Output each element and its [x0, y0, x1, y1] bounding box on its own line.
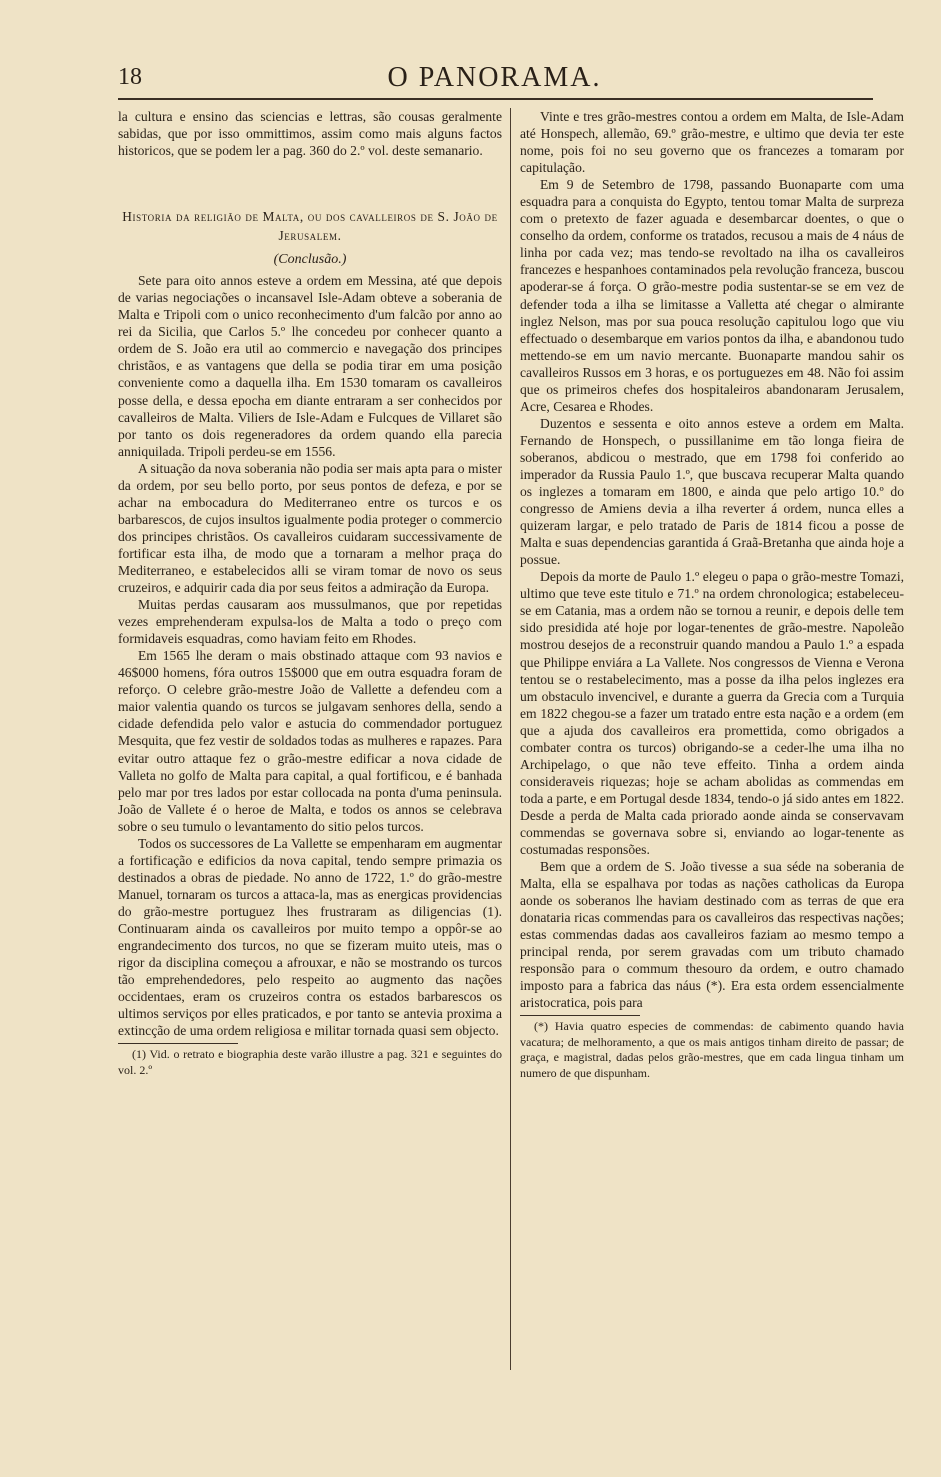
paragraph: Bem que a ordem de S. João tivesse a sua séde na soberania de Malta, ella se espalhava por todas as nações catholicas da Europa aonde os soberanos lhe haviam destinado com as terras de que era donataria ricas commendas para os cavalleiros das respectivas nações; estas commendas dadas aos cavalleiros faziam ao mesmo tempo a principal renda, por serem gravadas com um tributo chamado responsão para o commum thesouro da ordem, e outro chamado imposto para a fabrica das náus (*). Era esta ordem essencialmente aristocratica, pois para: [520, 859, 904, 1011]
footnote-text: (1) Vid. o retrato e biographia deste varão illustre a pag. 321 e seguintes do vol. 2.º: [118, 1047, 502, 1077]
right-column: [520, 108, 904, 1081]
paragraph: Todos os successores de La Vallette se empenharam em augmentar a fortificação e edificios da nova capital, tendo sempre primazia os destinados a obras de piedade. No anno de 1722, 1.º do grão-mestre Manuel, tornaram os turcos a attaca-la, mas as energicas providencias do grão-mestre portuguez lhes frustraram as diligencias (1). Continuaram ainda os cavalleiros por muito tempo a oppôr-se ao engrandecimento dos turcos, no que se fizeram muito uteis, mas o rigor da disciplina começou a afrouxar, e não se mostrando os turcos tão emprehendedores, pelo respeito ao augmento das nações occidentaes, eram os cruzeiros contra os estados barbarescos os ultimos serviços por elles praticados, e por tanto se antevia proxima a extincção de uma ordem religiosa e militar tornada quasi sem objecto.: [118, 835, 502, 1039]
intro-paragraph: la cultura e ensino das sciencias e lettras, são cousas geralmente sabidas, que por isso ommittimos, assim como mais alguns factos historicos, que se podem ler a pag. 360 do 2.º vol. deste semanario.: [118, 109, 502, 159]
paragraph: A situação da nova soberania não podia ser mais apta para o mister da ordem, por seu bello porto, por seus pontos de defeza, e por se achar na embocadura do Mediterraneo entre os turcos e os barbarescos, de cujos insultos igualmente podia proteger o commercio dos principes christãos. Os cavalleiros cuidaram successivamente de fortificar esta ilha, de modo que a tornaram a melhor praça do Mediterraneo, e estabelecidos alli se viram tomar de novo os seus cruzeiros, e adquirir cada dia por seus feitos a admiração da Europa.: [118, 460, 502, 596]
footnote: [520, 1019, 904, 1081]
footnote-rule: [520, 1015, 640, 1016]
paragraph: Muitas perdas causaram aos mussulmanos, que por repetidas vezes emprehenderam expulsa-los de Malta a todo o preço com formidaveis esquadras, como haviam feito em Rhodes.: [118, 597, 502, 647]
paragraph: Vinte e tres grão-mestres contou a ordem em Malta, de Isle-Adam até Honspech, allemão, 69.º grão-mestre, e ultimo que devia ter este nome, pois foi no seu governo que os francezes a tomaram por capitulação.: [520, 109, 904, 176]
footnote: [118, 1047, 502, 1078]
footnote-rule: [118, 1043, 238, 1044]
footnote-text: (*) Havia quatro especies de commendas: de cabimento quando havia vacatura; de melhoramento, a que os mais antigos tinham direito de passar; de graça, e magistral, dadas pelos grão-mestres, que em cada lingua tinham um numero de que dispunham.: [520, 1019, 904, 1080]
section-gap: [118, 159, 502, 207]
article-subtitle: (Conclusão.): [273, 252, 347, 268]
page-header: [118, 62, 871, 102]
column-divider: [510, 108, 511, 1370]
paragraph: Duzentos e sessenta e oito annos esteve a ordem em Malta. Fernando de Honspech, o pussillanime em tão longa fieira de soberanos, abdicou o mestrado, que em 1798 foi conferido ao imperador da Russia Paulo 1.º, que buscava recuperar Malta quando os inglezes a tomaram em 1800, e ainda que pelo artigo 10.º do congresso de Amiens devia a ilha reverter á ordem, nunca elles a quizeram largar, e pelo tratado de Paris de 1814 ficou a posse de Malta e suas dependencias garantida á Graã-Bretanha que ainda hoje a possue.: [520, 415, 904, 568]
header-rule: [118, 98, 873, 100]
left-column: [118, 108, 502, 1078]
paragraph: Em 1565 lhe deram o mais obstinado attaque com 93 navios e 46$000 homens, fóra outros 15$000 que em outra esquadra foram de reforço. O celebre grão-mestre João de Vallette a defendeu com a maior valentia quando os turcos se julgavam senhores della, sendo a cidade defendida pelo valor e astucia do commendador portuguez Mesquita, que fez vestir de soldados todas as mulheres e rapazes. Para evitar outro attaque fez o grão-mestre edificar a nova cidade de Valleta no golfo de Malta para capital, a qual fortificou, e é banhada pelo mar por tres lados por estar collocada na ponta d'uma peninsula. João de Vallete é o heroe de Malta, e todos os annos se celebrava sobre o seu tumulo o levantamento do sitio pelos turcos.: [118, 648, 502, 834]
paragraph: Depois da morte de Paulo 1.º elegeu o papa o grão-mestre Tomazi, ultimo que teve este titulo e 71.º na ordem chronologica; estabeleceu-se em Catania, mas a ordem não se tornou a reunir, e depois delle tem sido presidida até hoje por logar-tenentes de grão-mestre. Napoleão mostrou desejos de a reconstruir quando mandou a Paulo 1.º a espada que Philippe enviára a La Vallete. Nos congressos de Vienna e Verona tentou se o restabelecimento, mas a posse da ilha pelos inglezes era um obstaculo invencivel, e durante a guerra da Grecia com a Turquia em 1822 chegou-se a fazer um tratado entre esta nação e a ordem (em que a ajuda dos cavalleiros era promettida, como obrigados a combater contra os turcos) obrigando-se a ceder-lhe uma ilha no Archipelago, o que não teve effeito. Tinha a ordem ainda consideraveis riquezas; hoje se acham abolidas as commendas em toda a parte, e em Portugal desde 1834, tendo-o já sido antes em 1822. Desde a perda de Malta cada priorado aonde ainda se conservavam commendas se governava sobre si, enviando ao logar-tenente as costumadas responsões.: [520, 569, 904, 858]
page-number: 18: [118, 64, 142, 90]
paragraph: Sete para oito annos esteve a ordem em Messina, até que depois de varias negociações o incansavel Isle-Adam obteve a soberania de Malta e Tripoli com o unico reconhecimento d'um falcão por anno ao rei da Sicilia, que Carlos 5.º lhe concedeu por conhecer quanto a ordem de S. João era util ao commercio e navegação dos principes christãos, e as vantagens que della se podia tirar em uma posição conveniente como a daquella ilha. Em 1530 tomaram os cavalleiros posse della, e dessa epocha em diante entraram a ser conhecidos por cavalleiros de Malta. Viliers de Isle-Adam e Fulcques de Villaret são por tanto os dois regeneradores da ordem quando ella parecia anniquilada. Tripoli perdeu-se em 1556.: [118, 273, 502, 459]
running-title: O PANORAMA.: [387, 62, 602, 93]
article-title: Historia da religião de Malta, ou dos cavalleiros de S. João de Jerusalem.: [122, 209, 498, 244]
paragraph: Em 9 de Setembro de 1798, passando Buonaparte com uma esquadra para a conquista do Egypto, tentou tomar Malta de surpreza com o pretexto de fazer aguada e desembarcar doentes, o que o conselho da ordem, conforme os tratados, recusou a mais de 4 náus de linha por cada vez; mas tendo-se revoltado na ilha os cavalleiros francezes e hespanhoes contaminados pela revolução franceza, buscou apoderar-se á força. O grão-mestre podia sustentar-se se em vez de defender toda a ilha se limitasse a Valletta até chegar o almirante inglez Nelson, mas por sua pouca resolução capitulou logo que viu effectuado o desembarque em varios pontos da ilha, e abandonou tudo mettendo-se em um navio mercante. Buonaparte mandou sahir os cavalleiros Russos em 3 horas, e os portuguezes em 48. Não foi assim que os primeiros chefes dos hospitaleiros abandonaram Jerusalem, Acre, Cesarea e Rhodes.: [520, 177, 904, 414]
